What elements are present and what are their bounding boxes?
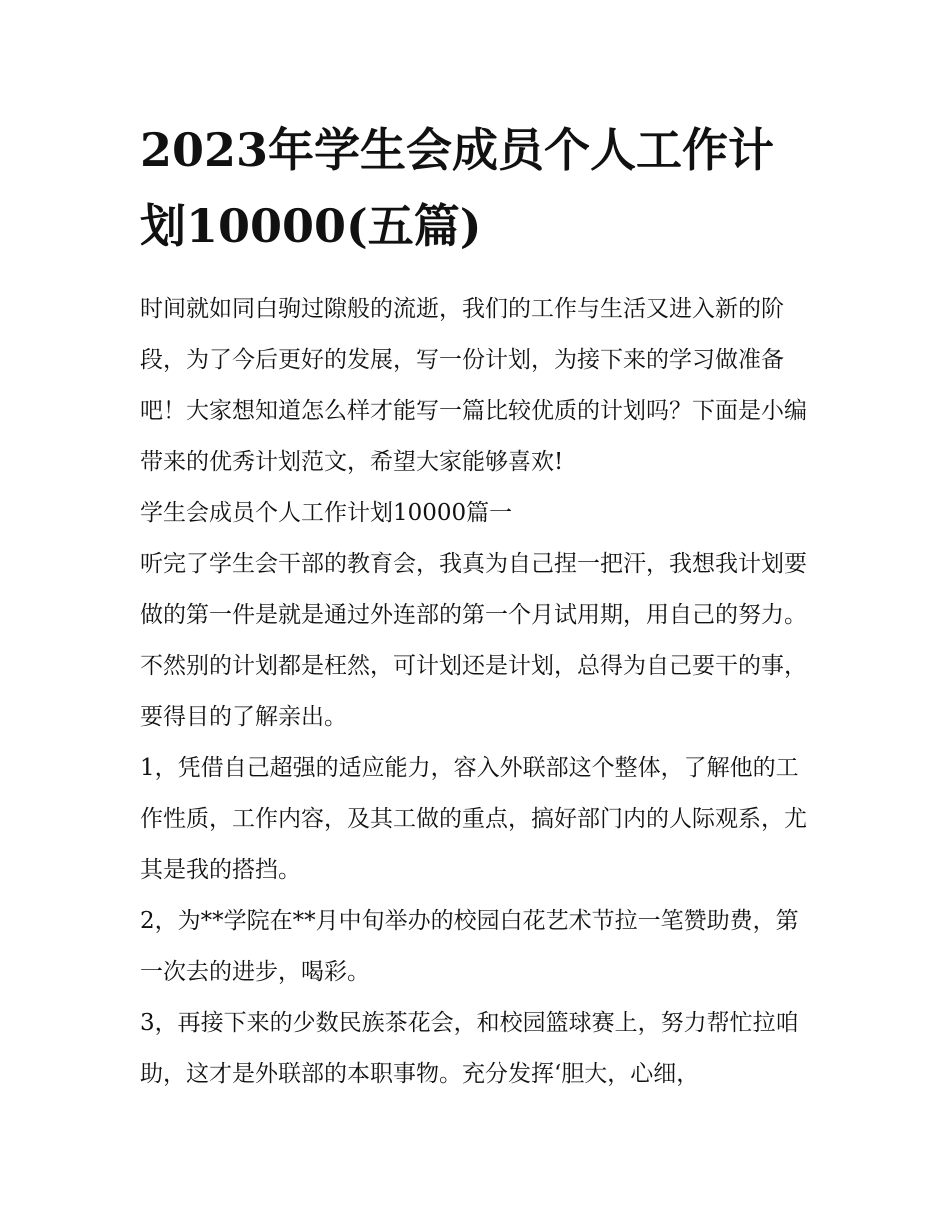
document-title: 2023年学生会成员个人工作计划10000(五篇) xyxy=(140,123,775,253)
intro-paragraph: 时间就如同白驹过隙般的流逝，我们的工作与生活又进入新的阶段，为了今后更好的发展，写一份计划，为接下来的学习做准备吧！大家想知道怎么样才能写一篇比较优质的计划吗？下面是小编带来的优秀计划范文，希望大家能够喜欢! xyxy=(140,296,807,475)
list-item: 1，凭借自己超强的适应能力，容入外联部这个整体，了解他的工作性质，工作内容，及其工做的重点，搞好部门内的人际观系，尤其是我的搭挡。 xyxy=(140,755,807,883)
document-page xyxy=(140,112,820,1100)
section-paragraph: 听完了学生会干部的教育会，我真为自己捏一把汗，我想我计划要做的第一件是就是通过外连部的第一个月试用期，用自己的努力。不然别的计划都是枉然，可计划还是计划，总得为自己要干的事，要得目的了解亲出。 xyxy=(140,551,807,730)
list-item: 3，再接下来的少数民族茶花会，和校园篮球赛上，努力帮忙拉咱助，这才是外联部的本职事物。充分发挥‘胆大，心细， xyxy=(140,1010,799,1087)
list-item: 2，为**学院在**月中旬举办的校园白花艺术节拉一笔赞助费，第一次去的进步，喝彩。 xyxy=(140,908,799,985)
section-heading: 学生会成员个人工作计划10000篇一 xyxy=(140,500,513,526)
